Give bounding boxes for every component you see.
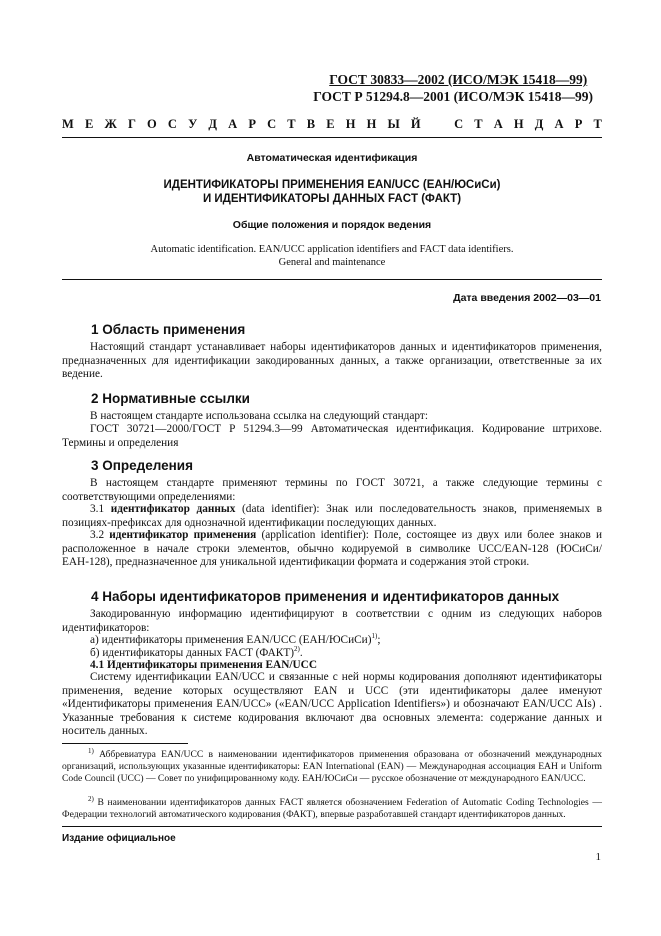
banner-letter: В	[306, 117, 316, 131]
banner-letter: Д	[534, 117, 544, 131]
list-item-a: а) идентификаторы применения EAN/UCC (ЕАН/ЮСиСи)$^{1)}$;	[90, 632, 381, 646]
effective-date: Дата введения 2002—03—01	[453, 292, 601, 304]
document-category: Автоматическая идентификация	[246, 152, 418, 164]
page-number: 1	[595, 851, 601, 863]
banner-letter: Н	[345, 117, 356, 131]
document-title-line1: ИДЕНТИФИКАТОРЫ ПРИМЕНЕНИЯ EAN/UCC (ЕАН/ЮСиСи)	[163, 179, 501, 191]
section-2-reference: ГОСТ 30721—2000/ГОСТ Р 51294.3—99 Автоматическая идентификация. Кодирование штрихове. Термины и определения	[62, 423, 602, 449]
interstate-standard-banner	[62, 117, 602, 132]
footnote-1: $^{1)}$ Аббревиатура EAN/UCC в наименовании идентификаторов применения образована от обозначений международных организаций, использующих указанные идентификаторы: EAN International (EAN) — Международная ассоциация ЕАН и Uniform Code Council (UCC) — Совет по унифицированному коду. ЕАН/ЮСиСи — русское обозначение от международного EAN/UCC.	[62, 746, 603, 784]
definition-3-1: 3.1 идентификатор данных (data identifier): Знак или последовательность знаков, применяемых в позициях-префиксах для однозначной идентификации последующих данных.	[62, 503, 603, 529]
banner-letter: Т	[474, 117, 483, 131]
document-title-line2: И ИДЕНТИФИКАТОРЫ ДАННЫХ FACT (ФАКТ)	[202, 193, 462, 205]
banner-letter: Г	[127, 117, 136, 131]
section-2-heading: 2 Нормативные ссылки	[91, 391, 250, 406]
section-1-text: Настоящий стандарт устанавливает наборы идентификаторов данных и идентификаторов применения, предназначенных для идентификации закодированных данных, а также организации, ответственные за их ведение.	[62, 341, 602, 381]
banner-letter: Н	[366, 117, 377, 131]
document-subtitle: Общие положения и порядок ведения	[232, 219, 432, 231]
footnote-2: $^{2)}$ В наименовании идентификаторов данных FACT является обозначением Federation of Automatic Coding Technologies — Федерации технологий автоматического кодирования (ФАКТ), впервые разработавшей стандарт идентификаторов данных.	[62, 794, 603, 820]
section-1-heading: 1 Область применения	[91, 322, 246, 337]
banner-letter: Ж	[104, 117, 117, 131]
banner-letter: Ы	[387, 117, 400, 131]
banner-letter: А	[493, 117, 503, 131]
section-4-intro: Закодированную информацию идентифицируют в соответствии с одним из следующих наборов идентификаторов:	[62, 608, 602, 634]
banner-letter: О	[147, 117, 157, 131]
banner-letter: Е	[84, 117, 94, 131]
section-2-intro: В настоящем стандарте использована ссылка на следующий стандарт:	[90, 410, 428, 422]
banner-letter: Д	[208, 117, 218, 131]
english-title-line1: Automatic identification. EAN/UCC application identifiers and FACT data identifiers.	[150, 244, 514, 255]
banner-letter: Р	[574, 117, 583, 131]
banner-letter: Е	[326, 117, 335, 131]
standard-designation	[313, 71, 593, 105]
banner-letter: С	[167, 117, 177, 131]
footnote-rule	[62, 743, 188, 744]
section-3-intro: В настоящем стандарте применяют термины по ГОСТ 30721, а также следующие термины с соответствующими определениями:	[62, 477, 602, 503]
banner-letter: Й	[410, 117, 421, 131]
banner-letter: Т	[287, 117, 296, 131]
official-edition-label: Издание официальное	[62, 833, 176, 844]
banner-letter: Н	[513, 117, 524, 131]
list-item-b: б) идентификаторы данных FACT (ФАКТ)$^{2)}$.	[90, 645, 303, 659]
banner-letter: С	[454, 117, 464, 131]
banner-letter: С	[267, 117, 277, 131]
footer-rule	[62, 826, 602, 827]
banner-letter: М	[62, 117, 74, 131]
banner-letter: А	[554, 117, 564, 131]
standard-number-gost-r: ГОСТ Р 51294.8—2001 (ИСО/МЭК 15418—99)	[313, 89, 593, 104]
subsection-4-1-text: Систему идентификации EAN/UCC и связанные с ней нормы кодирования дополняют идентификаторы применения, ведение которых осуществляют EAN и UCC (эти идентификаторы далее именуют «Идентификаторы применения EAN/UCC» («EAN/UCC Application Identifiers») и обозначают EAN/UCC AIs) . Указанные требования к системе кодирования включают два основных элемента: содержание данных и носитель данных.	[62, 671, 602, 738]
title-rule	[62, 279, 602, 280]
section-3-heading: 3 Определения	[91, 458, 193, 473]
banner-letter: У	[188, 117, 198, 131]
subsection-4-1-heading: 4.1 Идентификаторы применения EAN/UCC	[90, 659, 317, 671]
banner-letter: Р	[248, 117, 256, 131]
banner-letter: Т	[593, 117, 602, 131]
banner-letter: А	[228, 117, 238, 131]
standard-number-gost: ГОСТ 30833—2002 (ИСО/МЭК 15418—99)	[329, 72, 588, 87]
header-rule	[62, 137, 602, 138]
section-4-heading: 4 Наборы идентификаторов применения и идентификаторов данных	[91, 589, 560, 604]
definition-3-2: 3.2 идентификатор применения (application identifier): Поле, состоящее из двух или более знаков и расположенное в начале строки элементов, обычно кодируемой в символике UCC/EAN-128 (ЮСиСи/ЕАН-128), предназначенное для уникальной идентификации формата и содержания этой строки.	[62, 529, 602, 569]
english-title-line2: General and maintenance	[278, 257, 386, 268]
